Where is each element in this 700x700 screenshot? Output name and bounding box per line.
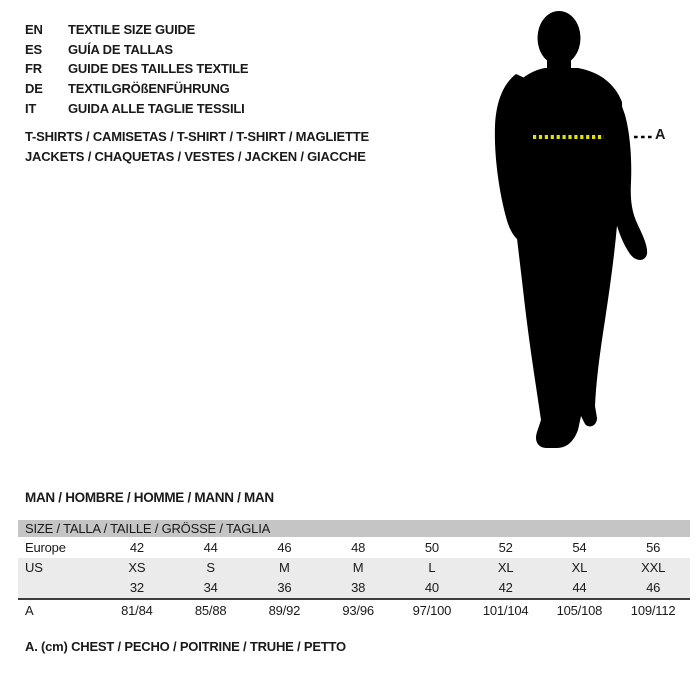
size-cell: XXL <box>641 560 666 575</box>
size-cell: 97/100 <box>412 603 452 618</box>
size-cell: 56 <box>646 540 661 555</box>
size-table <box>18 520 690 621</box>
language-code: ES <box>25 41 42 57</box>
section-title: MAN / HOMBRE / HOMME / MANN / MAN <box>25 490 274 505</box>
man-silhouette <box>495 11 647 448</box>
language-text: GUIDE DES TAILLES TEXTILE <box>68 61 249 77</box>
size-cell: 32 <box>129 580 144 595</box>
size-cell: 42 <box>129 540 144 555</box>
size-cell: XL <box>497 560 514 575</box>
size-cell: M <box>352 560 364 575</box>
size-cell: 44 <box>203 540 218 555</box>
size-cell: 109/112 <box>630 603 676 618</box>
size-cell: 54 <box>572 540 587 555</box>
row-label: A <box>25 603 34 618</box>
size-cell: 46 <box>646 580 661 595</box>
language-code: FR <box>25 61 42 77</box>
table-row-numeric <box>18 578 690 598</box>
size-cell: 40 <box>424 580 439 595</box>
size-cell: 81/84 <box>121 603 153 618</box>
size-cell: L <box>428 560 436 575</box>
size-cell: S <box>206 560 215 575</box>
size-cell: XS <box>128 560 146 575</box>
row-label <box>18 578 100 598</box>
measure-label-a: A <box>655 127 666 143</box>
size-cell: 101/104 <box>482 603 529 618</box>
size-cell: 34 <box>203 580 218 595</box>
table-row-europe <box>18 537 690 558</box>
row-label: Europe <box>25 540 66 555</box>
language-code: EN <box>25 22 43 37</box>
size-cell: 48 <box>351 540 366 555</box>
size-cell: M <box>279 560 290 575</box>
language-text: GUÍA DE TALLAS <box>68 41 173 57</box>
language-code: DE <box>25 81 43 97</box>
language-text: GUIDA ALLE TAGLIE TESSILI <box>68 100 245 116</box>
language-text: TEXTILE SIZE GUIDE <box>68 22 196 37</box>
size-cell: 36 <box>277 580 292 595</box>
size-cell: 50 <box>424 540 439 555</box>
size-cell: XL <box>571 560 588 575</box>
size-cell: 42 <box>498 580 513 595</box>
size-cell: 46 <box>277 540 292 555</box>
size-cell: 89/92 <box>268 603 301 618</box>
size-cell: 93/96 <box>342 603 374 618</box>
product-line-tshirts: T-SHIRTS / CAMISETAS / T-SHIRT / T-SHIRT / MAGLIETTE <box>25 129 369 144</box>
language-code: IT <box>25 100 37 116</box>
measurement-footnote: A. (cm) CHEST / PECHO / POITRINE / TRUHE / PETTO <box>25 639 346 654</box>
table-row-chest-a <box>18 598 690 621</box>
size-cell: 38 <box>351 580 366 595</box>
size-cell: 52 <box>498 540 513 555</box>
size-cell: 44 <box>572 580 587 595</box>
silhouette-legs <box>513 196 619 448</box>
size-cell: 85/88 <box>194 603 227 618</box>
product-line-jackets: JACKETS / CHAQUETAS / VESTES / JACKEN / GIACCHE <box>25 148 366 164</box>
language-text: TEXTILGRÖßENFÜHRUNG <box>68 81 230 97</box>
row-label: US <box>25 560 43 575</box>
table-row-us <box>18 558 690 578</box>
size-table-header: SIZE / TALLA / TAILLE / GRÖSSE / TAGLIA <box>18 520 690 537</box>
size-cell: 105/108 <box>556 603 603 618</box>
